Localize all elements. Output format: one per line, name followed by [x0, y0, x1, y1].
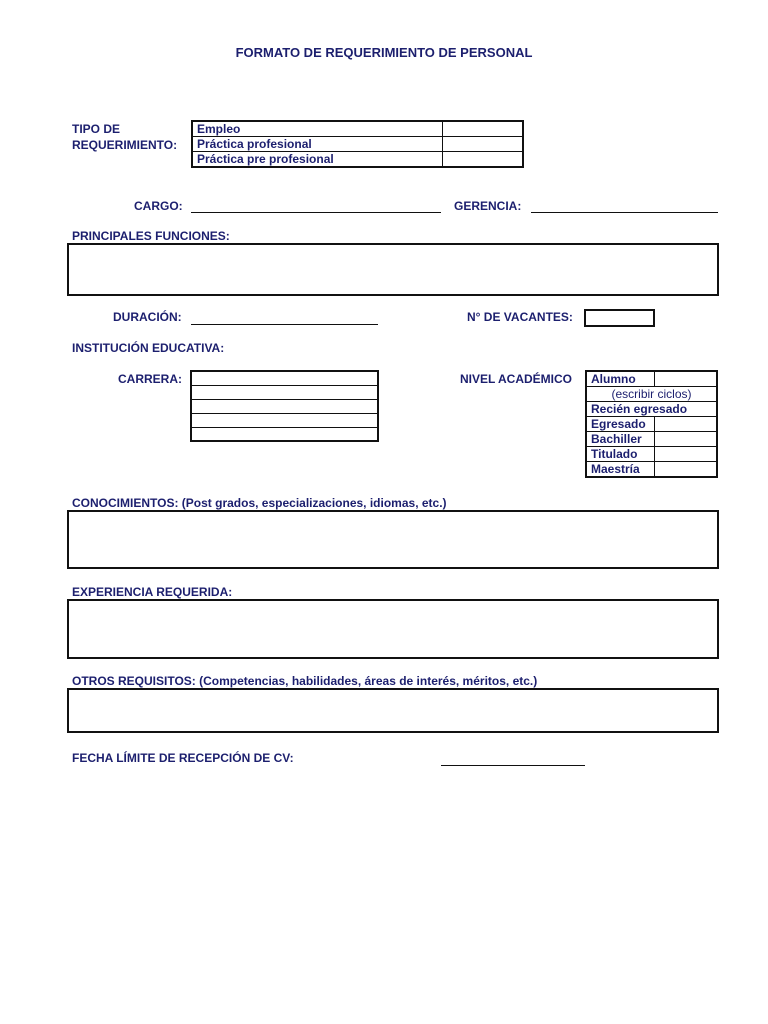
tipo-label-line2: REQUERIMIENTO:: [72, 138, 178, 152]
tipo-option-practica: Práctica profesional: [192, 137, 442, 152]
nivel-row: [586, 371, 717, 387]
tipo-option-row: [192, 121, 523, 137]
nivel-recien: Recién egresado: [586, 402, 717, 417]
institucion-label: INSTITUCIÓN EDUCATIVA:: [72, 341, 225, 355]
conocimientos-label: CONOCIMIENTOS: (Post grados, especializaciones, idiomas, etc.): [72, 496, 447, 510]
conocimientos-box[interactable]: [67, 510, 719, 569]
nivel-row: [586, 432, 717, 447]
cargo-field[interactable]: [191, 212, 441, 213]
carrera-row: [191, 371, 378, 385]
carrera-label: CARRERA:: [118, 372, 182, 386]
experiencia-label: EXPERIENCIA REQUERIDA:: [72, 585, 233, 599]
cargo-label: CARGO:: [134, 199, 183, 213]
fecha-label: FECHA LÍMITE DE RECEPCIÓN DE CV:: [72, 751, 294, 765]
tipo-option-row: [192, 152, 523, 168]
carrera-row: [191, 413, 378, 427]
nivel-maestria-check[interactable]: [654, 462, 717, 478]
carrera-cell[interactable]: [191, 371, 378, 385]
nivel-alumno: Alumno: [586, 371, 654, 387]
nivel-label: NIVEL ACADÉMICO: [460, 372, 573, 386]
nivel-row: [586, 417, 717, 432]
nivel-titulado: Titulado: [586, 447, 654, 462]
carrera-row: [191, 399, 378, 413]
nivel-bachiller: Bachiller: [586, 432, 654, 447]
nivel-titulado-check[interactable]: [654, 447, 717, 462]
vacantes-field[interactable]: [584, 309, 655, 327]
otros-box[interactable]: [67, 688, 719, 733]
tipo-option-practica-check[interactable]: [442, 137, 523, 152]
carrera-cell[interactable]: [191, 413, 378, 427]
experiencia-box[interactable]: [67, 599, 719, 659]
nivel-table: [585, 370, 718, 478]
nivel-row: [586, 447, 717, 462]
carrera-table: [190, 370, 379, 442]
nivel-maestria: Maestría: [586, 462, 654, 478]
tipo-option-empleo-check[interactable]: [442, 121, 523, 137]
vacantes-label: N° DE VACANTES:: [467, 310, 573, 324]
tipo-option-empleo: Empleo: [192, 121, 442, 137]
tipo-options-table: [191, 120, 524, 168]
duracion-field[interactable]: [191, 324, 378, 325]
nivel-bachiller-check[interactable]: [654, 432, 717, 447]
nivel-row: [586, 387, 717, 402]
carrera-cell[interactable]: [191, 399, 378, 413]
gerencia-label: GERENCIA:: [454, 199, 522, 213]
nivel-egresado-check[interactable]: [654, 417, 717, 432]
page-title: FORMATO DE REQUERIMIENTO DE PERSONAL: [235, 45, 533, 60]
tipo-option-row: [192, 137, 523, 152]
funciones-box[interactable]: [67, 243, 719, 296]
tipo-option-preprofesional: Práctica pre profesional: [192, 152, 442, 168]
nivel-ciclos-note: (escribir ciclos): [586, 387, 717, 402]
tipo-option-preprofesional-check[interactable]: [442, 152, 523, 168]
tipo-label-line1: TIPO DE: [72, 122, 121, 136]
fecha-field[interactable]: [441, 765, 585, 766]
carrera-row: [191, 427, 378, 441]
funciones-label: PRINCIPALES FUNCIONES:: [72, 229, 230, 243]
duracion-label: DURACIÓN:: [113, 310, 182, 324]
nivel-row: [586, 462, 717, 478]
nivel-egresado: Egresado: [586, 417, 654, 432]
carrera-cell[interactable]: [191, 385, 378, 399]
nivel-row: [586, 402, 717, 417]
nivel-alumno-check[interactable]: [654, 371, 717, 387]
gerencia-field[interactable]: [531, 212, 718, 213]
otros-label: OTROS REQUISITOS: (Competencias, habilidades, áreas de interés, méritos, etc.): [72, 674, 538, 688]
carrera-cell[interactable]: [191, 427, 378, 441]
carrera-row: [191, 385, 378, 399]
